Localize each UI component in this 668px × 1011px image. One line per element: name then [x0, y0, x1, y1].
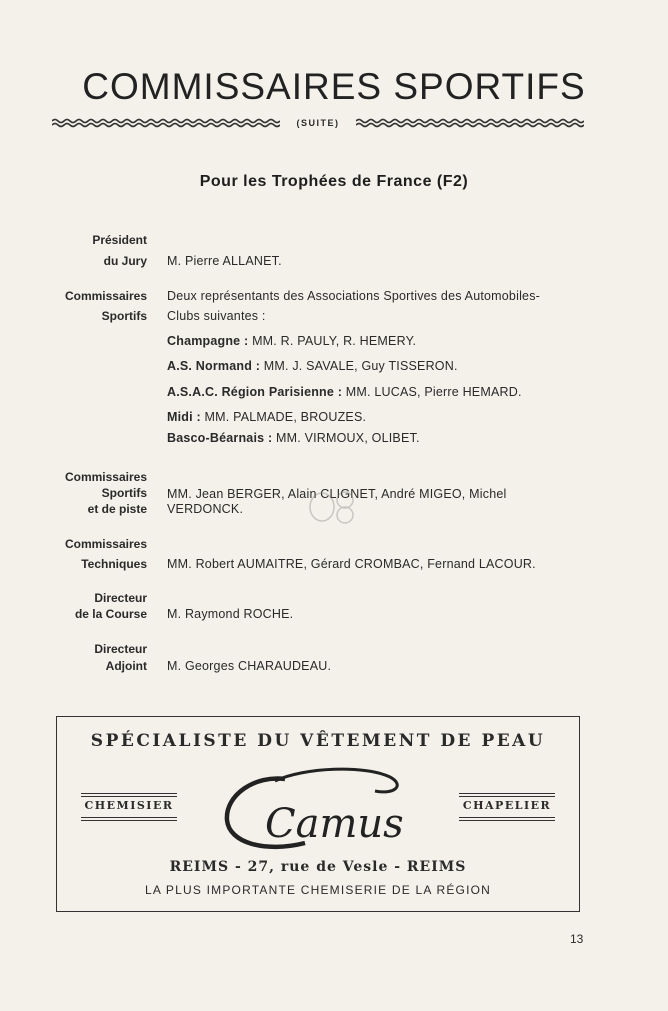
entry-label: du Jury: [103, 254, 147, 268]
ad-headline: SPÉCIALISTE DU VÊTEMENT DE PEAU: [90, 731, 546, 751]
entry-value: M. Pierre ALLANET.: [167, 254, 282, 268]
wavy-rule-right: [356, 118, 584, 128]
divider: [459, 817, 555, 818]
entry-label: Sportifs: [101, 486, 147, 500]
logo-text: Camus: [265, 801, 404, 847]
entry-label: Sportifs: [101, 309, 147, 323]
section-subtitle: Pour les Trophées de France (F2): [199, 173, 469, 190]
watermark-stamp: [305, 490, 357, 524]
entry-label: Directeur: [94, 642, 147, 656]
entry-value: VERDONCK.: [167, 502, 244, 516]
club-members: MM. J. SAVALE, Guy TISSERON.: [263, 359, 458, 373]
title-rule: [52, 116, 584, 132]
club-members: MM. LUCAS, Pierre HEMARD.: [345, 385, 522, 399]
divider: [81, 817, 177, 818]
entry-value: M. Raymond ROCHE.: [167, 607, 294, 621]
club-line: [167, 384, 522, 401]
club-members: MM. VIRMOUX, OLIBET.: [276, 431, 420, 445]
club-line: [167, 358, 458, 375]
divider: [81, 793, 177, 794]
divider: [459, 820, 555, 821]
ad-left-box: [81, 793, 177, 821]
ad-address: REIMS - 27, rue de Vesle - REIMS: [169, 859, 467, 875]
entry-value: MM. Robert AUMAITRE, Gérard CROMBAC, Fernand LACOUR.: [167, 557, 536, 571]
page-number: 13: [570, 932, 584, 946]
ad-chapelier-label: CHAPELIER: [462, 799, 552, 812]
entry-value: MM. Jean BERGER, Alain CLIGNET, André MIGEO, Michel: [167, 487, 507, 501]
entry-value: Clubs suivantes :: [167, 309, 266, 323]
club-line: [167, 333, 416, 350]
advertisement-box: [56, 716, 580, 912]
entry-label: Commissaires: [64, 470, 147, 484]
club-members: MM. R. PAULY, R. HEMERY.: [252, 334, 417, 348]
entry-value: M. Georges CHARAUDEAU.: [167, 659, 332, 673]
entry-label: Commissaires: [64, 289, 147, 303]
ad-tagline: LA PLUS IMPORTANTE CHEMISERIE DE LA RÉGION: [144, 883, 492, 897]
club-name: Champagne :: [167, 334, 249, 348]
entry-label: Directeur: [94, 591, 147, 605]
entry-label: et de piste: [87, 502, 147, 516]
entry-label: de la Course: [74, 607, 147, 621]
suite-label: (SUITE): [296, 118, 340, 128]
club-name: A.S. Normand :: [167, 359, 261, 373]
entry-label: Adjoint: [105, 659, 147, 673]
divider: [81, 796, 177, 797]
club-members: MM. PALMADE, BROUZES.: [204, 410, 367, 424]
divider: [459, 796, 555, 797]
ad-right-box: [459, 793, 555, 821]
camus-logo: [215, 765, 425, 855]
club-name: Midi :: [167, 410, 201, 424]
divider: [459, 793, 555, 794]
entry-label: Techniques: [81, 557, 147, 571]
divider: [81, 820, 177, 821]
club-line: [167, 430, 420, 447]
club-line: [167, 409, 366, 426]
entry-label: Commissaires: [64, 537, 147, 551]
page-title: COMMISSAIRES SPORTIFS: [82, 66, 586, 107]
club-name: Basco-Béarnais :: [167, 431, 273, 445]
entry-label: Président: [92, 233, 147, 247]
club-name: A.S.A.C. Région Parisienne :: [167, 385, 343, 399]
entry-value: Deux représentants des Associations Sportives des Automobiles-: [167, 289, 541, 303]
ad-chemisier-label: CHEMISIER: [84, 799, 174, 812]
